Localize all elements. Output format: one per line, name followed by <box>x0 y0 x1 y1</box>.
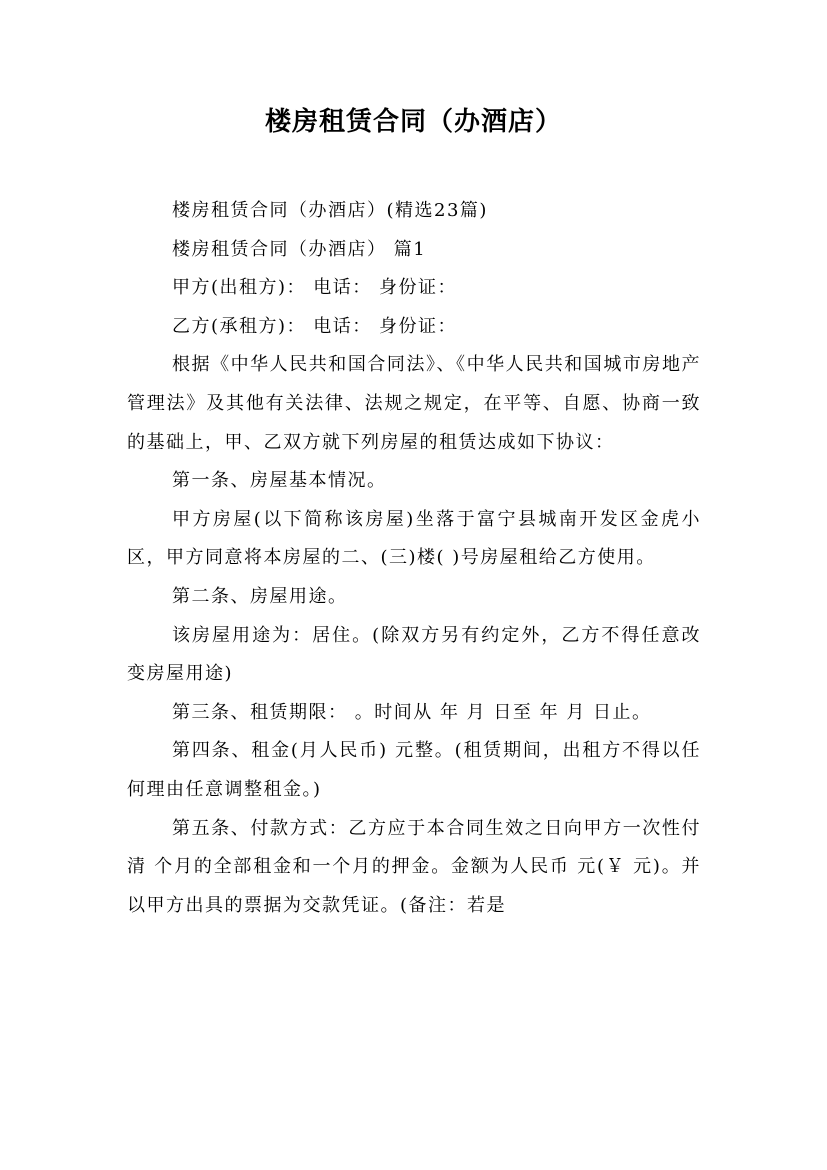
paragraph-party-a: 甲方(出租方)： 电话： 身份证： <box>172 277 457 299</box>
paragraph-preamble: 根据《中华人民共和国合同法》、《中华人民共和国城市房地产管理法》及其他有关法律、法规之规定，在平等、自愿、协商一致的基础上，甲、乙双方就下列房屋的租赁达成如下协议： <box>127 354 701 453</box>
paragraph-article-1-body: 甲方房屋(以下简称该房屋)坐落于富宁县城南开发区金虎小区，甲方同意将本房屋的二、(三)楼( )号房屋租给乙方使用。 <box>127 508 701 569</box>
paragraph-party-b: 乙方(承租方)： 电话： 身份证： <box>172 315 457 337</box>
paragraph-article-4: 第四条、租金(月人民币) 元整。(租赁期间，出租方不得以任何理由任意调整租金。) <box>127 740 701 800</box>
paragraph-article-2-body: 该房屋用途为：居住。(除双方另有约定外，乙方不得任意改变房屋用途) <box>127 624 701 685</box>
document-body <box>127 192 701 925</box>
paragraph-subtitle: 楼房租赁合同（办酒店）(精选23篇) <box>172 200 488 221</box>
paragraph-article-2-heading: 第二条、房屋用途。 <box>172 585 348 607</box>
document-title: 楼房租赁合同（办酒店） <box>264 107 562 137</box>
paragraph-article-1-heading: 第一条、房屋基本情况。 <box>172 470 387 492</box>
paragraph-article-5: 第五条、付款方式：乙方应于本合同生效之日向甲方一次性付清 个月的全部租金和一个月的押金。金额为人民币 元(￥ 元)。并以甲方出具的票据为交款凭证。(备注：若是 <box>127 817 701 916</box>
paragraph-article-3: 第三条、租赁期限： 。时间从 年 月 日至 年 月 日止。 <box>172 701 652 723</box>
paragraph-section-heading: 楼房租赁合同（办酒店） 篇1 <box>172 238 427 260</box>
